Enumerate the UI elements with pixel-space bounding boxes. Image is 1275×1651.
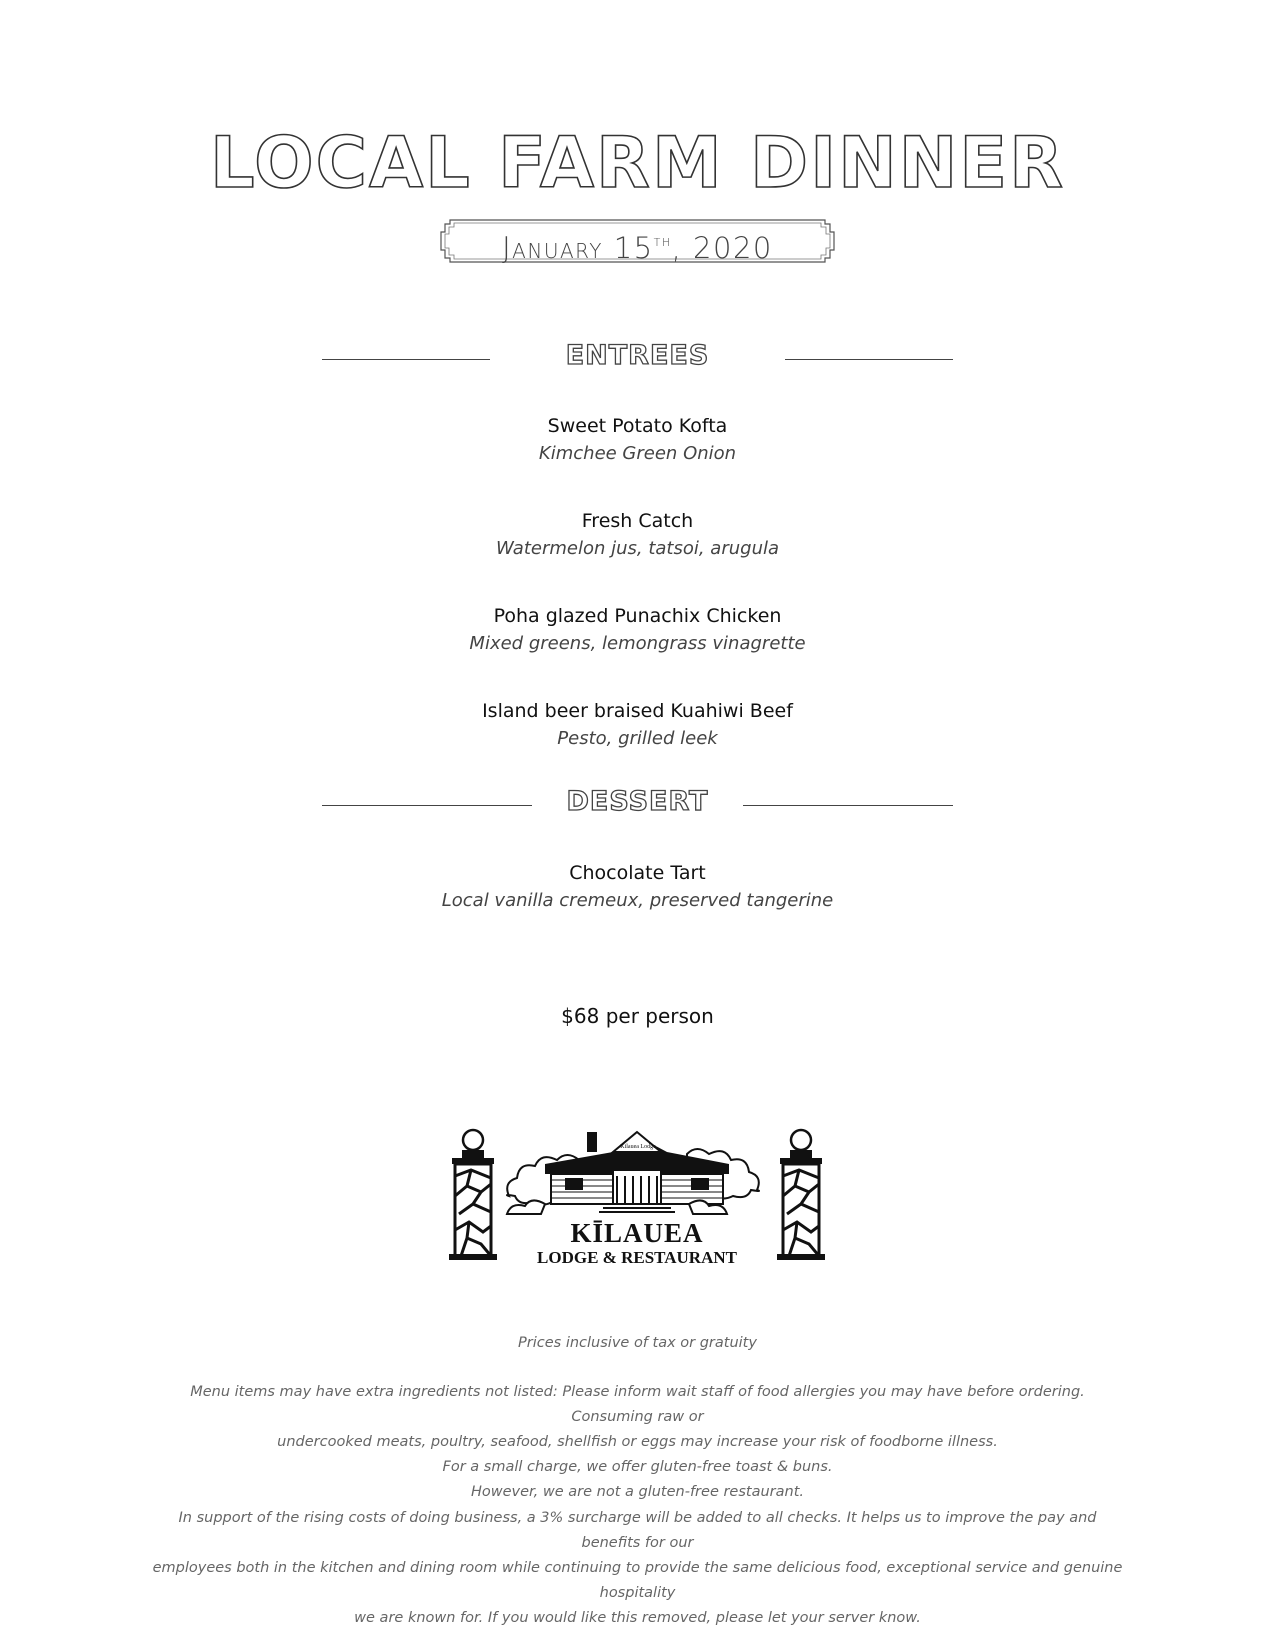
- surcharge-line: employees both in the kitchen and dining room while continuing to provide the same delicious food, exceptional service and genuine hospitality: [152, 1560, 1123, 1601]
- date-month-day: January 15: [502, 231, 654, 265]
- allergy-line: Menu items may have extra ingredients not listed: Please inform wait staff of food allergies you may have before ordering. Consuming raw or: [190, 1384, 1085, 1425]
- surcharge-line: In support of the rising costs of doing business, a 3% surcharge will be added to all checks. It helps us to improve the pay and benefits for our: [178, 1510, 1097, 1551]
- lodge-logo: [437, 1118, 837, 1268]
- date-plate: [440, 218, 835, 264]
- price-per-person: $68 per person: [561, 1004, 714, 1028]
- item-description: Kimchee Green Onion: [538, 443, 737, 464]
- allergy-line: For a small charge, we offer gluten-free toast & buns.: [442, 1459, 833, 1475]
- entrees-label: ENTREES: [565, 340, 710, 371]
- menu-item: [0, 412, 1275, 467]
- menu-item: [0, 859, 1275, 914]
- item-name: Island beer braised Kuahiwi Beef: [482, 700, 793, 722]
- allergy-line: However, we are not a gluten-free restaurant.: [470, 1484, 805, 1500]
- item-name: Chocolate Tart: [569, 862, 706, 884]
- item-description: Pesto, grilled leek: [557, 728, 718, 749]
- surcharge-notice: [150, 1506, 1125, 1631]
- logo-name: KĪLAUEA: [570, 1218, 704, 1248]
- item-name: Sweet Potato Kofta: [547, 415, 728, 437]
- item-description: Local vanilla cremeux, preserved tangerine: [441, 890, 834, 911]
- surcharge-line: we are known for. If you would like this removed, please let your server know.: [354, 1610, 921, 1626]
- date-year: , 2020: [671, 231, 773, 265]
- dessert-heading: [0, 786, 1275, 826]
- item-description: Watermelon jus, tatsoi, arugula: [495, 538, 780, 559]
- menu-title: LOCAL FARM DINNER: [209, 122, 1066, 204]
- date-suffix: th: [653, 232, 672, 250]
- event-date: [440, 218, 835, 264]
- heading-rule-right: [743, 805, 953, 806]
- menu-item: [0, 697, 1275, 752]
- lodge-sign-text: Kilauea Lodge: [620, 1144, 656, 1150]
- entrees-heading: [0, 340, 1275, 380]
- logo-subtitle: LODGE & RESTAURANT: [537, 1248, 737, 1267]
- item-description: Mixed greens, lemongrass vinagrette: [469, 633, 806, 654]
- menu-item: [0, 602, 1275, 657]
- heading-rule-right: [785, 359, 953, 360]
- lodge-illustration-icon: [437, 1118, 837, 1268]
- menu-item: [0, 507, 1275, 562]
- item-name: Fresh Catch: [581, 510, 694, 532]
- allergy-line: undercooked meats, poultry, seafood, shellfish or eggs may increase your risk of foodborne illness.: [277, 1434, 998, 1450]
- dessert-label: DESSERT: [566, 786, 709, 817]
- tax-note: Prices inclusive of tax or gratuity: [518, 1335, 757, 1351]
- item-name: Poha glazed Punachix Chicken: [493, 605, 782, 627]
- allergy-notice: [150, 1380, 1125, 1505]
